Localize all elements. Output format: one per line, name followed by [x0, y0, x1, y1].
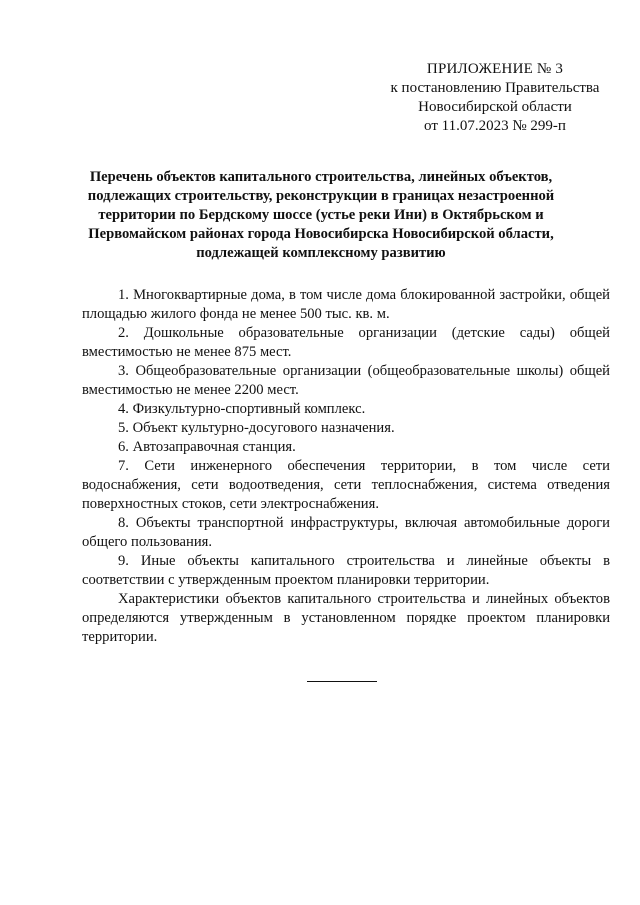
title-line: Перечень объектов капитального строительства, линейных объектов,	[89, 169, 553, 185]
signature-divider	[307, 681, 377, 682]
list-item: 6. Автозаправочная станция.	[118, 439, 296, 455]
title-line: подлежащей комплексному развитию	[196, 245, 446, 261]
appendix-ref-line: к постановлению Правительства	[390, 80, 600, 96]
list-item: 2. Дошкольные образовательные организации (детские сады) общей вместимостью не менее 875 мест.	[82, 325, 610, 360]
title-line: Первомайском районах города Новосибирска Новосибирской области,	[88, 226, 554, 242]
title-line: подлежащих строительству, реконструкции в границах незастроенной	[87, 188, 555, 204]
list-item: 1. Многоквартирные дома, в том числе дома блокированной застройки, общей площадью жилого фонда не менее 500 тыс. кв. м.	[82, 287, 610, 322]
list-item: 8. Объекты транспортной инфраструктуры, включая автомобильные дороги общего пользования.	[82, 515, 610, 550]
document-body	[82, 286, 610, 647]
list-item: 4. Физкультурно-спортивный комплекс.	[118, 401, 366, 417]
list-item: 3. Общеобразовательные организации (общеобразовательные школы) общей вместимостью не менее 2200 мест.	[82, 363, 610, 398]
list-item: 9. Иные объекты капитального строительства и линейные объекты в соответствии с утвержденным проектом планировки территории.	[82, 553, 610, 588]
list-item: 5. Объект культурно-досугового назначения.	[118, 420, 395, 436]
title-line: территории по Бердскому шоссе (устье реки Ини) в Октябрьском и	[98, 207, 544, 223]
closing-paragraph: Характеристики объектов капитального строительства и линейных объектов определяются утвержденным в установленном порядке проектом планировки территории.	[82, 591, 610, 645]
appendix-header	[390, 60, 600, 136]
appendix-title: ПРИЛОЖЕНИЕ № 3	[426, 61, 564, 77]
list-item: 7. Сети инженерного обеспечения территории, в том числе сети водоснабжения, сети водоотведения, сети теплоснабжения, система отведения поверхностных стоков, сети электроснабжения.	[82, 458, 610, 512]
appendix-region-line: Новосибирской области	[418, 99, 572, 115]
appendix-date-line: от 11.07.2023 № 299-п	[424, 118, 566, 134]
document-title	[82, 168, 560, 263]
